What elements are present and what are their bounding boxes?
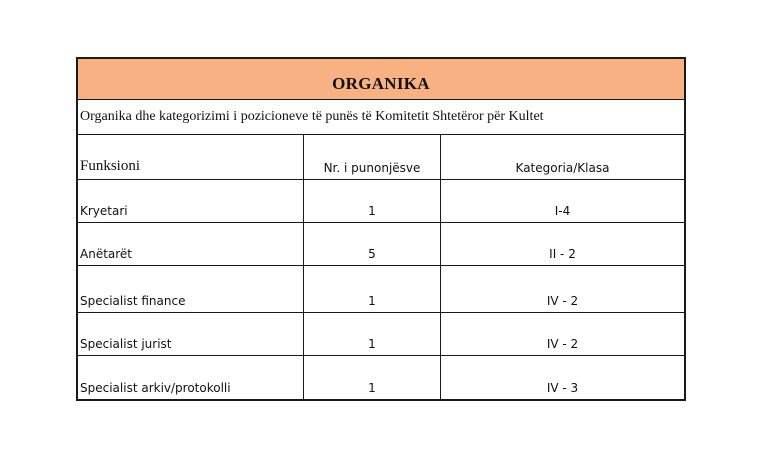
employees-value: 1: [368, 336, 376, 351]
category-value: IV - 2: [546, 293, 579, 308]
cell-function: [78, 223, 304, 265]
category-value: IV - 3: [546, 381, 579, 396]
table-subtitle-row: [78, 100, 684, 134]
employees-value: 1: [368, 204, 376, 219]
cell-function: [78, 180, 304, 222]
cell-function: [78, 356, 304, 399]
header-function-label: Funksioni: [80, 157, 141, 174]
cell-employees: [304, 266, 441, 311]
cell-category: [441, 266, 684, 311]
function-value: Specialist jurist: [80, 336, 172, 351]
cell-employees: [304, 223, 441, 265]
function-value: Anëtarët: [80, 247, 133, 262]
employees-value: 1: [368, 293, 376, 308]
table-header-row: [78, 135, 684, 180]
cell-function: [78, 266, 304, 311]
employees-value: 1: [368, 381, 376, 396]
header-cell-employees: [304, 135, 441, 179]
cell-category: [441, 223, 684, 265]
cell-category: [441, 313, 684, 355]
table-row: [78, 180, 684, 223]
table-row: [78, 266, 684, 312]
cell-function: [78, 313, 304, 355]
function-value: Kryetari: [80, 204, 128, 219]
header-cell-function: [78, 135, 304, 179]
cell-employees: [304, 356, 441, 399]
category-value: IV - 2: [546, 336, 579, 351]
cell-category: [441, 356, 684, 399]
header-cell-category: [441, 135, 684, 179]
employees-value: 5: [368, 247, 376, 262]
cell-employees: [304, 180, 441, 222]
table-row: [78, 223, 684, 266]
table-subtitle: Organika dhe kategorizimi i pozicioneve të punës të Komitetit Shtetëror për Kultet: [80, 109, 544, 125]
header-category-label: Kategoria/Klasa: [515, 160, 610, 175]
table-title-row: [78, 59, 684, 100]
table-row: [78, 356, 684, 399]
function-value: Specialist arkiv/protokolli: [80, 381, 231, 396]
cell-employees: [304, 313, 441, 355]
category-value: II - 2: [549, 247, 576, 262]
category-value: I-4: [554, 204, 571, 219]
cell-category: [441, 180, 684, 222]
header-employees-label: Nr. i punonjësve: [323, 160, 421, 175]
table-row: [78, 313, 684, 356]
organika-table: [76, 57, 686, 401]
function-value: Specialist finance: [80, 293, 186, 308]
table-title: ORGANIKA: [332, 74, 430, 94]
